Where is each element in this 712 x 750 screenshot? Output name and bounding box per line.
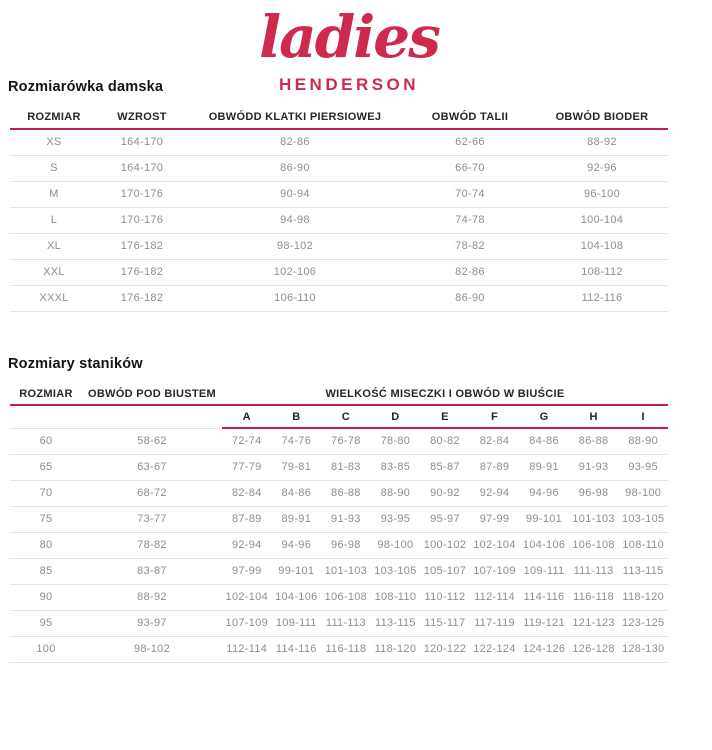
table-cell: 164-170 [98, 155, 186, 181]
cup-header-e: E [420, 405, 470, 428]
column-header-rozmiar: ROZMIAR [10, 105, 98, 129]
table-cell: 68-72 [82, 480, 222, 506]
table-cell: 95-97 [420, 506, 470, 532]
table-cell: 176-182 [98, 285, 186, 311]
table-cell: 102-106 [186, 259, 404, 285]
table-cell: 86-88 [321, 480, 371, 506]
table-cell: 88-90 [618, 428, 668, 454]
table-cell: 94-98 [186, 207, 404, 233]
bra-table-cups-header-row [10, 405, 668, 428]
table-cell: 85-87 [420, 454, 470, 480]
table-row [10, 129, 668, 155]
table-cell: M [10, 181, 98, 207]
table-cell: 74-78 [404, 207, 536, 233]
table-cell: 99-101 [272, 558, 322, 584]
women-sizes-title: Rozmiarówka damska [8, 79, 164, 95]
column-header-rozmiar: ROZMIAR [10, 384, 82, 405]
table-cell: 58-62 [82, 428, 222, 454]
column-header-underbust: OBWÓD POD BIUSTEM [82, 384, 222, 405]
table-cell: 85 [10, 558, 82, 584]
table-cell: 96-100 [536, 181, 668, 207]
table-cell: 76-78 [321, 428, 371, 454]
table-cell: 176-182 [98, 233, 186, 259]
table-cell: 113-115 [618, 558, 668, 584]
table-cell: XL [10, 233, 98, 259]
table-cell: 82-84 [222, 480, 272, 506]
table-cell: 80 [10, 532, 82, 558]
table-cell: 114-116 [519, 584, 569, 610]
table-cell: 102-104 [470, 532, 520, 558]
table-row [10, 155, 668, 181]
table-cell: 96-98 [569, 480, 619, 506]
cup-header-i: I [618, 405, 668, 428]
table-cell: 123-125 [618, 610, 668, 636]
table-cell: 70 [10, 480, 82, 506]
table-cell: 104-106 [519, 532, 569, 558]
table-cell: 87-89 [222, 506, 272, 532]
table-cell: 99-101 [519, 506, 569, 532]
table-cell: 98-102 [82, 636, 222, 662]
table-cell: 122-124 [470, 636, 520, 662]
brand-logo-name: HENDERSON [278, 75, 420, 94]
table-cell: 83-87 [82, 558, 222, 584]
table-row [10, 584, 668, 610]
table-cell: 86-90 [404, 285, 536, 311]
table-cell: 92-96 [536, 155, 668, 181]
table-row [10, 610, 668, 636]
cup-header-a: A [222, 405, 272, 428]
table-cell: 66-70 [404, 155, 536, 181]
table-cell: 73-77 [82, 506, 222, 532]
table-cell: 101-103 [321, 558, 371, 584]
table-cell: 84-86 [272, 480, 322, 506]
cup-header-spacer [10, 405, 82, 428]
table-cell: 104-106 [272, 584, 322, 610]
table-cell: 112-114 [222, 636, 272, 662]
table-cell: 82-86 [404, 259, 536, 285]
table-cell: 88-90 [371, 480, 421, 506]
bra-sizes-title: Rozmiary staników [8, 356, 143, 372]
column-header-cup-group: WIELKOŚĆ MISECZKI I OBWÓD W BIUŚCIE [222, 384, 668, 405]
table-cell: 80-82 [420, 428, 470, 454]
table-cell: 92-94 [222, 532, 272, 558]
table-cell: 124-126 [519, 636, 569, 662]
column-header-talia: OBWÓD TALII [404, 105, 536, 129]
table-cell: 111-113 [569, 558, 619, 584]
table-cell: 116-118 [569, 584, 619, 610]
table-cell: 119-121 [519, 610, 569, 636]
table-cell: 128-130 [618, 636, 668, 662]
table-cell: 98-100 [371, 532, 421, 558]
table-cell: 118-120 [618, 584, 668, 610]
table-cell: 82-84 [470, 428, 520, 454]
table-cell: 72-74 [222, 428, 272, 454]
table-cell: 121-123 [569, 610, 619, 636]
table-cell: 89-91 [519, 454, 569, 480]
table-cell: 79-81 [272, 454, 322, 480]
table-cell: 110-112 [420, 584, 470, 610]
table-cell: 78-82 [404, 233, 536, 259]
bra-table-group-header-row [10, 384, 668, 405]
table-cell: 63-67 [82, 454, 222, 480]
table-cell: 106-108 [321, 584, 371, 610]
table-cell: 86-88 [569, 428, 619, 454]
table-row [10, 480, 668, 506]
table-cell: 62-66 [404, 129, 536, 155]
table-cell: 105-107 [420, 558, 470, 584]
table-cell: 170-176 [98, 207, 186, 233]
table-row [10, 506, 668, 532]
table-cell: 104-108 [536, 233, 668, 259]
women-size-table [10, 105, 668, 312]
table-cell: XXXL [10, 285, 98, 311]
table-cell: 118-120 [371, 636, 421, 662]
table-row [10, 428, 668, 454]
table-cell: 74-76 [272, 428, 322, 454]
table-cell: XXL [10, 259, 98, 285]
table-row [10, 532, 668, 558]
table-cell: 108-110 [371, 584, 421, 610]
column-header-biodra: OBWÓD BIODER [536, 105, 668, 129]
table-cell: 103-105 [618, 506, 668, 532]
table-cell: 88-92 [536, 129, 668, 155]
table-cell: 114-116 [272, 636, 322, 662]
table-cell: 109-111 [272, 610, 322, 636]
table-cell: 81-83 [321, 454, 371, 480]
table-cell: 170-176 [98, 181, 186, 207]
table-cell: 65 [10, 454, 82, 480]
table-cell: 164-170 [98, 129, 186, 155]
table-cell: 106-108 [569, 532, 619, 558]
table-cell: 82-86 [186, 129, 404, 155]
table-cell: 96-98 [321, 532, 371, 558]
table-cell: 176-182 [98, 259, 186, 285]
column-header-klatka: OBWÓDD KLATKI PIERSIOWEJ [186, 105, 404, 129]
table-cell: 106-110 [186, 285, 404, 311]
table-cell: 113-115 [371, 610, 421, 636]
table-cell: L [10, 207, 98, 233]
table-cell: 89-91 [272, 506, 322, 532]
table-row [10, 285, 668, 311]
table-row [10, 454, 668, 480]
table-cell: 91-93 [569, 454, 619, 480]
table-cell: 87-89 [470, 454, 520, 480]
table-cell: 103-105 [371, 558, 421, 584]
table-cell: 126-128 [569, 636, 619, 662]
table-cell: 117-119 [470, 610, 520, 636]
table-cell: 75 [10, 506, 82, 532]
table-cell: 86-90 [186, 155, 404, 181]
table-cell: 90-94 [186, 181, 404, 207]
table-cell: 93-97 [82, 610, 222, 636]
table-cell: 98-102 [186, 233, 404, 259]
women-table-header-row [10, 105, 668, 129]
table-cell: 116-118 [321, 636, 371, 662]
table-row [10, 207, 668, 233]
table-cell: 109-111 [519, 558, 569, 584]
table-cell: 101-103 [569, 506, 619, 532]
table-cell: 78-80 [371, 428, 421, 454]
brand-logo-script: ladies [259, 3, 439, 71]
table-cell: 84-86 [519, 428, 569, 454]
table-cell: 88-92 [82, 584, 222, 610]
table-row [10, 259, 668, 285]
table-cell: 108-110 [618, 532, 668, 558]
table-cell: 91-93 [321, 506, 371, 532]
table-cell: 93-95 [618, 454, 668, 480]
table-cell: 107-109 [470, 558, 520, 584]
table-cell: 102-104 [222, 584, 272, 610]
table-cell: 70-74 [404, 181, 536, 207]
cup-header-c: C [321, 405, 371, 428]
cup-header-d: D [371, 405, 421, 428]
table-cell: 60 [10, 428, 82, 454]
table-cell: 90 [10, 584, 82, 610]
table-cell: 94-96 [272, 532, 322, 558]
table-cell: 120-122 [420, 636, 470, 662]
table-cell: 115-117 [420, 610, 470, 636]
cup-header-spacer [82, 405, 222, 428]
cup-header-b: B [272, 405, 322, 428]
column-header-wzrost: WZROST [98, 105, 186, 129]
table-cell: 97-99 [222, 558, 272, 584]
table-row [10, 233, 668, 259]
table-row [10, 558, 668, 584]
table-cell: 93-95 [371, 506, 421, 532]
table-cell: 92-94 [470, 480, 520, 506]
bra-size-table [10, 384, 668, 663]
table-cell: 94-96 [519, 480, 569, 506]
table-cell: 98-100 [618, 480, 668, 506]
table-cell: 100-102 [420, 532, 470, 558]
table-cell: 95 [10, 610, 82, 636]
table-cell: S [10, 155, 98, 181]
table-cell: 78-82 [82, 532, 222, 558]
table-cell: 112-114 [470, 584, 520, 610]
table-cell: 111-113 [321, 610, 371, 636]
table-cell: XS [10, 129, 98, 155]
table-cell: 77-79 [222, 454, 272, 480]
table-row [10, 181, 668, 207]
table-cell: 107-109 [222, 610, 272, 636]
table-cell: 90-92 [420, 480, 470, 506]
table-cell: 112-116 [536, 285, 668, 311]
cup-header-g: G [519, 405, 569, 428]
table-row [10, 636, 668, 662]
cup-header-f: F [470, 405, 520, 428]
table-cell: 97-99 [470, 506, 520, 532]
cup-header-h: H [569, 405, 619, 428]
table-cell: 100-104 [536, 207, 668, 233]
table-cell: 100 [10, 636, 82, 662]
table-cell: 108-112 [536, 259, 668, 285]
table-cell: 83-85 [371, 454, 421, 480]
